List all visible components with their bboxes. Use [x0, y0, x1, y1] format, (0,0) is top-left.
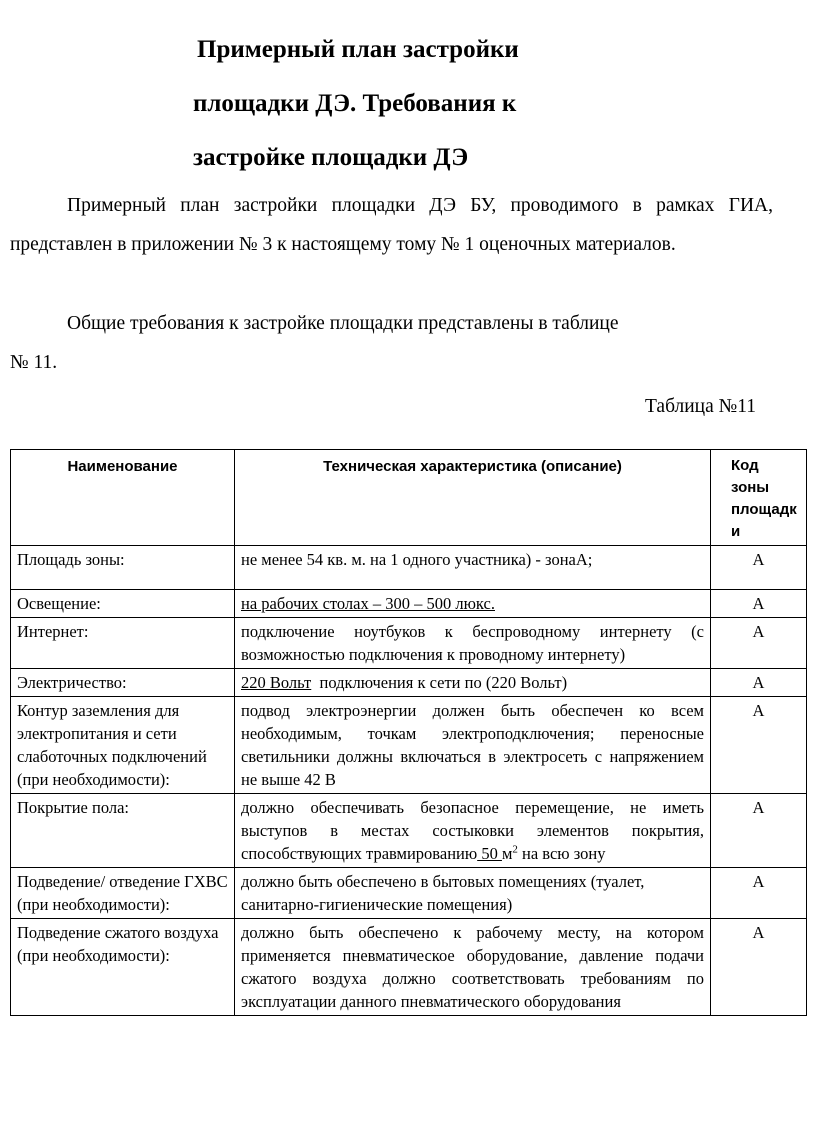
title-line-2: площадки ДЭ. Требования к	[193, 90, 517, 117]
intro-paragraph	[10, 186, 773, 264]
row-code: A	[711, 618, 807, 669]
row-code: A	[711, 697, 807, 794]
area-unit: м	[501, 844, 513, 863]
row-description: должно быть обеспечено к рабочему месту, на котором применяется пневматическое оборудование, давление подачи сжатого воздуха должно соответствовать требованиям по эксплуатации данного пневматического оборудования	[235, 919, 711, 1016]
table-row	[11, 546, 807, 590]
row-description: подвод электроэнергии должен быть обеспечен ко всем необходимым, точкам электроподключения; переносные светильники должны включаться в электросеть с напряжением не выше 42 В	[235, 697, 711, 794]
row-name: Освещение:	[11, 590, 235, 618]
row-description: на рабочих столах – 300 – 500 люкс.	[235, 590, 711, 618]
row-code: A	[711, 919, 807, 1016]
row-name: Контур заземления для электропитания и сети слаботочных подключений (при необходимости):	[11, 697, 235, 794]
table-row	[11, 669, 807, 697]
header-code-line-4: и	[731, 523, 741, 540]
intro-paragraph-text: Примерный план застройки площадки ДЭ БУ, проводимого в рамках ГИА, представлен в приложении № 3 к настоящему тому № 1 оценочных материалов.	[10, 195, 773, 255]
table-row	[11, 618, 807, 669]
table-caption: Таблица №11	[645, 396, 757, 417]
table-row	[11, 794, 807, 868]
row-description: должно быть обеспечено в бытовых помещениях (туалет, санитарно-гигиенические помещения)	[235, 868, 711, 919]
row-description: подключение ноутбуков к беспроводному интернету (с возможностью подключения к проводному интернету)	[235, 618, 711, 669]
table-reference-line-2: № 11.	[10, 352, 58, 373]
row-name: Электричество:	[11, 669, 235, 697]
title-line-1: Примерный план застройки	[197, 36, 519, 63]
header-code-line-2: зоны	[731, 479, 770, 496]
voltage-value: 220 Вольт	[241, 673, 312, 692]
row-name: Интернет:	[11, 618, 235, 669]
table-reference-line-1: Общие требования к застройке площадки представлены в таблице	[67, 313, 619, 334]
header-code-line-1: Код	[731, 457, 759, 474]
row-name: Покрытие пола:	[11, 794, 235, 868]
row-description: не менее 54 кв. м. на 1 одного участника) - зонаA;	[235, 546, 711, 590]
row-description	[235, 794, 711, 868]
row-code: A	[711, 590, 807, 618]
table-row	[11, 868, 807, 919]
table-row	[11, 697, 807, 794]
row-code: A	[711, 868, 807, 919]
table-header-row	[11, 450, 807, 546]
area-unit-superscript: 2	[512, 843, 518, 856]
row-code: A	[711, 669, 807, 697]
table-row	[11, 590, 807, 618]
row-name: Подведение/ отведение ГХВС (при необходимости):	[11, 868, 235, 919]
header-code	[711, 450, 807, 546]
row-name: Площадь зоны:	[11, 546, 235, 590]
header-name: Наименование	[11, 450, 235, 546]
area-value: 50	[477, 844, 502, 863]
requirements-table	[10, 449, 807, 1016]
row-description	[235, 669, 711, 697]
row-name: Подведение сжатого воздуха (при необходимости):	[11, 919, 235, 1016]
row-code: A	[711, 546, 807, 590]
row-code: A	[711, 794, 807, 868]
table-reference-paragraph	[10, 304, 790, 382]
header-code-line-3: площадк	[731, 501, 797, 518]
title-line-3: застройке площадки ДЭ	[193, 144, 469, 171]
row-description-rest: подключения к сети по (220 Вольт)	[311, 673, 568, 692]
table-row	[11, 919, 807, 1016]
header-description: Техническая характеристика (описание)	[235, 450, 711, 546]
row-description-end: на всю зону	[517, 844, 606, 863]
row-description-text: должно обеспечивать безопасное перемещение, не иметь выступов в местах состыковки элементов покрытия, способствующих травмированию	[241, 798, 704, 863]
